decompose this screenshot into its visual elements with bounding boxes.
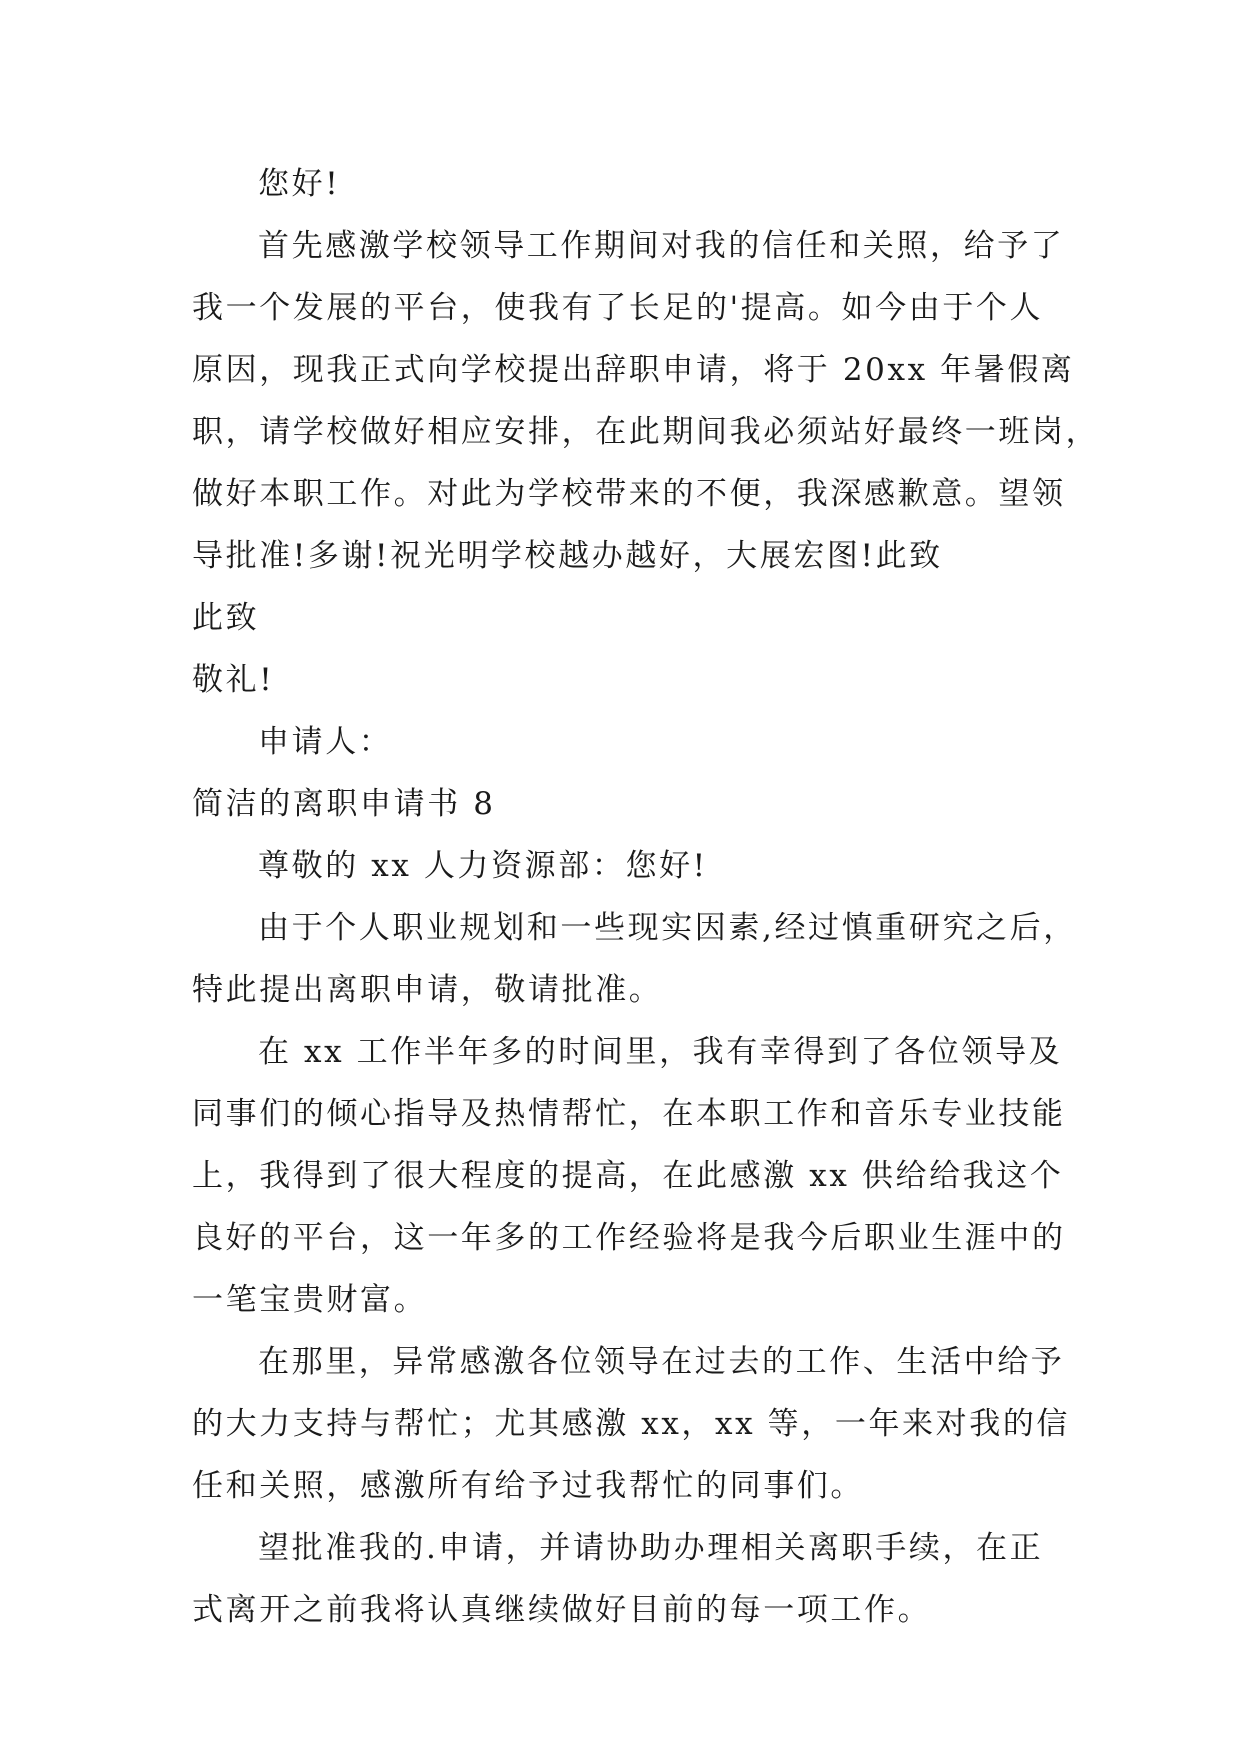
paragraph-line: 望批准我的.申请，并请协助办理相关离职手续，在正: [258, 1530, 1044, 1566]
paragraph-line: 在那里，异常感激各位领导在过去的工作、生活中给予: [258, 1344, 1065, 1380]
paragraph-line: 同事们的倾心指导及热情帮忙，在本职工作和音乐专业技能: [192, 1096, 1066, 1132]
paragraph-line: 职，请学校做好相应安排，在此期间我必须站好最终一班岗，: [192, 414, 1100, 450]
paragraph-line: 做好本职工作。对此为学校带来的不便，我深感歉意。望领: [192, 476, 1066, 512]
paragraph-line: 上，我得到了很大程度的提高，在此感激 xx 供给给我这个: [192, 1158, 1064, 1194]
paragraph-line: 良好的平台，这一年多的工作经验将是我今后职业生涯中的: [192, 1220, 1066, 1256]
paragraph-line: 由于个人职业规划和一些现实因素,经过慎重研究之后，: [258, 910, 1077, 946]
section-title: 简洁的离职申请书 8: [192, 786, 496, 822]
closing-salutation: 敬礼!: [192, 662, 275, 698]
paragraph-line: 首先感激学校领导工作期间对我的信任和关照，给予了: [258, 228, 1065, 264]
paragraph-line: 在 xx 工作半年多的时间里，我有幸得到了各位领导及: [258, 1034, 1063, 1070]
greeting-line: 您好!: [258, 166, 341, 202]
paragraph-line: 任和关照，感激所有给予过我帮忙的同事们。: [192, 1468, 864, 1504]
greeting-line: 尊敬的 xx 人力资源部：您好!: [258, 848, 708, 884]
paragraph-line: 的大力支持与帮忙；尤其感激 xx，xx 等，一年来对我的信: [192, 1406, 1071, 1442]
paragraph-line: 式离开之前我将认真继续做好目前的每一项工作。: [192, 1592, 932, 1628]
applicant-signature-label: 申请人：: [258, 724, 393, 760]
paragraph-line: 原因，现我正式向学校提出辞职申请，将于 20xx 年暑假离: [192, 352, 1075, 388]
paragraph-line: 特此提出离职申请，敬请批准。: [192, 972, 663, 1008]
paragraph-line: 导批准!多谢!祝光明学校越办越好，大展宏图!此致: [192, 538, 943, 574]
paragraph-line: 一笔宝贵财富。: [192, 1282, 428, 1318]
closing-line: 此致: [192, 600, 260, 636]
paragraph-line: 我一个发展的平台，使我有了长足的'提高。如今由于个人: [192, 290, 1044, 326]
